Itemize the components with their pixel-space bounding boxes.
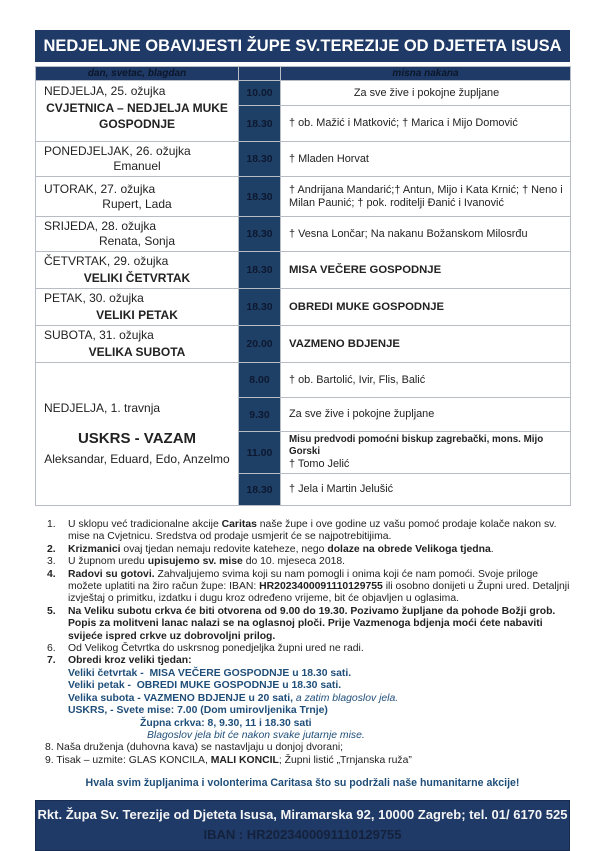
announcement-text	[68, 643, 570, 655]
holy-week-schedule-line	[147, 730, 570, 742]
intention-cell: MISA VEČERE GOSPODNJE	[281, 252, 571, 289]
day-feast: VELIKI PETAK	[96, 308, 178, 322]
day-saint: Rupert, Lada	[102, 196, 172, 211]
announcement-text	[68, 556, 570, 568]
time-cell: 20.00	[239, 326, 281, 363]
text-segment: .	[490, 543, 494, 555]
text-segment: naše župe i ove godine uz vašu pomoć prodaje kolače nakon sv. mise na Cvjetnicu. Sredstva od prodaje usmjerit će se najpotrebitijima.	[68, 519, 557, 543]
time-cell: 18.30	[239, 289, 281, 326]
table-row	[36, 217, 571, 252]
table-row	[36, 81, 571, 106]
announcement-paragraph	[35, 755, 570, 767]
day-cell	[36, 326, 239, 363]
table-row	[36, 177, 571, 217]
text-segment: 8. Naša druženja (duhovna kava) se nastavljaju u donjoj dvorani;	[45, 742, 344, 754]
thanks-line: Hvala svim župljanima i volonterima Caritasa što su podržali naše humanitarne akcije!	[85, 777, 520, 790]
time-cell: 18.30	[239, 106, 281, 142]
day-cell	[36, 217, 239, 252]
day-date: SUBOTA, 31. ožujka	[44, 328, 154, 342]
announcement-number: 1.	[47, 519, 56, 530]
text-segment: Blagoslov jela bit će nakon svake jutarnje mise.	[147, 729, 365, 741]
announcement-item	[35, 556, 570, 568]
day-cell	[36, 289, 239, 326]
intention-cell: † Andrijana Mandarić;† Antun, Mijo i Kata Krnić; † Neno i Milan Paunić; † pok. roditelji Đanić i Ivanović	[281, 177, 571, 217]
page-title: NEDJELJNE OBAVIJESTI ŽUPE SV.TEREZIJE OD DJETETA ISUSA	[35, 30, 570, 62]
day-saint: Aleksandar, Eduard, Edo, Anzelmo	[44, 452, 230, 466]
time-cell: 18.30	[239, 474, 281, 506]
text-segment: Zahvaljujemo svima koji su nam pomogli i onima koji će nam pomoći. Svoje priloge možete uplatiti na žiro račun župe: IBAN:	[68, 568, 539, 593]
table-row	[36, 252, 571, 289]
announcement-item	[35, 519, 570, 544]
text-segment: MALI KONCIL	[210, 754, 279, 766]
time-cell: 10.00	[239, 81, 281, 106]
day-saint: Emanuel	[113, 159, 161, 173]
day-feast: CVJETNICA – NEDJELJA MUKE GOSPODNJE	[46, 101, 228, 131]
announcement-number: 5.	[47, 605, 56, 617]
holy-week-schedule-line	[68, 705, 570, 717]
announcement-text	[68, 655, 570, 742]
text-segment: U sklopu već tradicionalne akcije	[68, 519, 222, 530]
time-cell: 18.30	[239, 252, 281, 289]
intention-cell: VAZMENO BDJENJE	[281, 326, 571, 363]
day-date: ČETVRTAK, 29. ožujka	[44, 254, 169, 268]
text-segment: 9. Tisak – uzmite: GLAS KONCILA,	[45, 754, 211, 766]
announcement-number: 7.	[47, 655, 56, 667]
announcement-item	[35, 655, 570, 742]
day-cell	[36, 363, 239, 506]
text-segment: Veliki petak - OBREDI MUKE GOSPODNJE u 18.30 sati.	[68, 680, 342, 692]
text-segment: Na Veliku subotu crkva će biti otvorena od 9.00 do 19.30. Pozivamo župljane da pohode Božji grob. Popis za molitveni lanac nalazi se na oglasnoj ploči. Prije Vazmenoga bdjenja moći ćete nabaviti svijeće ispred crkve uz dobrovoljni prilog.	[68, 605, 556, 642]
time-cell: 8.00	[239, 363, 281, 398]
day-date: PETAK, 30. ožujka	[44, 291, 144, 305]
intention-cell: † Mladen Horvat	[281, 142, 571, 177]
text-segment: Radovi su gotovi.	[68, 568, 155, 580]
text-segment: Velika subota - VAZMENO BDJENJE u 20 sati,	[68, 692, 294, 704]
text-segment: Veliki četvrtak - MISA VEČERE GOSPODNJE u 18.30 sati.	[68, 667, 352, 679]
column-header-intention: misna nakana	[281, 67, 571, 81]
mass-note: Misu predvodi pomoćni biskup zagrebački, mons. Mijo Gorski	[289, 434, 544, 457]
day-cell	[36, 177, 239, 217]
day-date: NEDJELJA, 1. travnja	[44, 401, 161, 415]
announcements-section	[35, 519, 570, 767]
time-cell: 11.00	[239, 432, 281, 474]
day-cell	[36, 252, 239, 289]
table-row	[36, 326, 571, 363]
holy-week-schedule-line	[68, 693, 570, 705]
announcement-number: 4.	[47, 568, 56, 580]
time-cell: 18.30	[239, 142, 281, 177]
text-segment: ovaj tjedan nemaju redovite kateheze, nego	[120, 543, 328, 555]
column-header-day: dan, svetac, blagdan	[36, 67, 239, 81]
announcement-item	[35, 544, 570, 556]
intention-cell: Za sve žive i pokojne župljane	[281, 81, 571, 106]
day-date: PONEDJELJAK, 26. ožujka	[44, 144, 191, 158]
text-segment: a zatim blagoslov jela.	[293, 692, 399, 704]
intention-cell	[281, 432, 571, 474]
announcement-text	[68, 519, 570, 544]
day-cell	[36, 81, 239, 142]
mass-intention: † Tomo Jelić	[289, 458, 350, 470]
day-feast: USKRS - VAZAM	[77, 430, 197, 447]
table-header-row	[36, 67, 571, 81]
table-row	[36, 289, 571, 326]
text-segment: Krizmanici	[68, 543, 121, 555]
intention-cell: † Jela i Martin Jelušić	[281, 474, 571, 506]
schedule-table	[35, 66, 571, 506]
text-segment: Od Velikog Četvrtka do uskrsnog ponedjeljka župni ured ne radi.	[68, 643, 364, 655]
table-row	[36, 363, 571, 398]
footer-iban: IBAN : HR2023400091110129755	[203, 827, 402, 843]
text-segment: do 10. mjeseca 2018.	[242, 556, 346, 568]
announcement-item	[35, 606, 570, 643]
day-feast: VELIKA SUBOTA	[88, 345, 186, 359]
text-segment: Obredi kroz veliki tjedan:	[68, 655, 192, 667]
day-date: UTORAK, 27. ožujka	[44, 181, 156, 196]
text-segment: HR2023400091110129755	[259, 581, 383, 593]
intention-cell: † ob. Mažić i Matković; † Marica i Mijo Domović	[281, 106, 571, 142]
intention-cell: † ob. Bartolić, Ivir, Flis, Balić	[281, 363, 571, 398]
announcement-item	[35, 569, 570, 606]
day-feast: VELIKI ČETVRTAK	[83, 271, 191, 285]
day-date: NEDJELJA, 25. ožujka	[44, 84, 166, 98]
announcement-text	[68, 544, 570, 556]
day-saint: Renata, Sonja	[98, 234, 176, 248]
day-date: SRIJEDA, 28. ožujka	[44, 219, 157, 233]
text-segment: upisujemo sv. mise	[147, 556, 243, 568]
day-cell	[36, 142, 239, 177]
intention-cell: † Vesna Lončar; Na nakanu Božanskom Milosrđu	[281, 217, 571, 252]
text-segment: dolaze na obrede Velikoga tjedna	[327, 543, 491, 555]
column-header-time	[239, 67, 281, 81]
time-cell: 18.30	[239, 177, 281, 217]
announcement-text	[68, 606, 570, 643]
text-segment: Caritas	[221, 519, 257, 530]
announcement-item	[35, 643, 570, 655]
intention-cell: OBREDI MUKE GOSPODNJE	[281, 289, 571, 326]
holy-week-schedule-line	[68, 680, 570, 692]
table-row	[36, 142, 571, 177]
announcement-text	[68, 569, 570, 606]
announcement-number: 6.	[47, 643, 56, 655]
text-segment: Župna crkva: 8, 9.30, 11 i 18.30 sati	[140, 717, 312, 729]
announcement-number: 2.	[47, 543, 56, 555]
announcement-number: 3.	[47, 556, 56, 568]
time-cell: 9.30	[239, 398, 281, 432]
parish-footer	[35, 800, 570, 851]
holy-week-schedule-line	[68, 668, 570, 680]
text-segment: U župnom uredu	[68, 556, 148, 568]
time-cell: 18.30	[239, 217, 281, 252]
announcement-paragraph	[35, 742, 570, 754]
text-segment: USKRS, - Svete mise: 7.00 (Dom umirovljenika Trnje)	[68, 705, 328, 717]
footer-address: Rkt. Župa Sv. Terezije od Djeteta Isusa, Miramarska 92, 10000 Zagreb; tel. 01/ 6170 525	[37, 807, 568, 823]
text-segment: ; Župni listić „Trnjanska ruža”	[278, 754, 412, 766]
intention-cell: Za sve žive i pokojne župljane	[281, 398, 571, 432]
text-segment: ili osobno donijeti u Župni ured. Detaljnji izvještaj o primitku, izdatku i dugu kroz određeno vrijeme, bit će objavljen u oglasima.	[68, 581, 570, 605]
holy-week-schedule-line	[140, 718, 570, 730]
